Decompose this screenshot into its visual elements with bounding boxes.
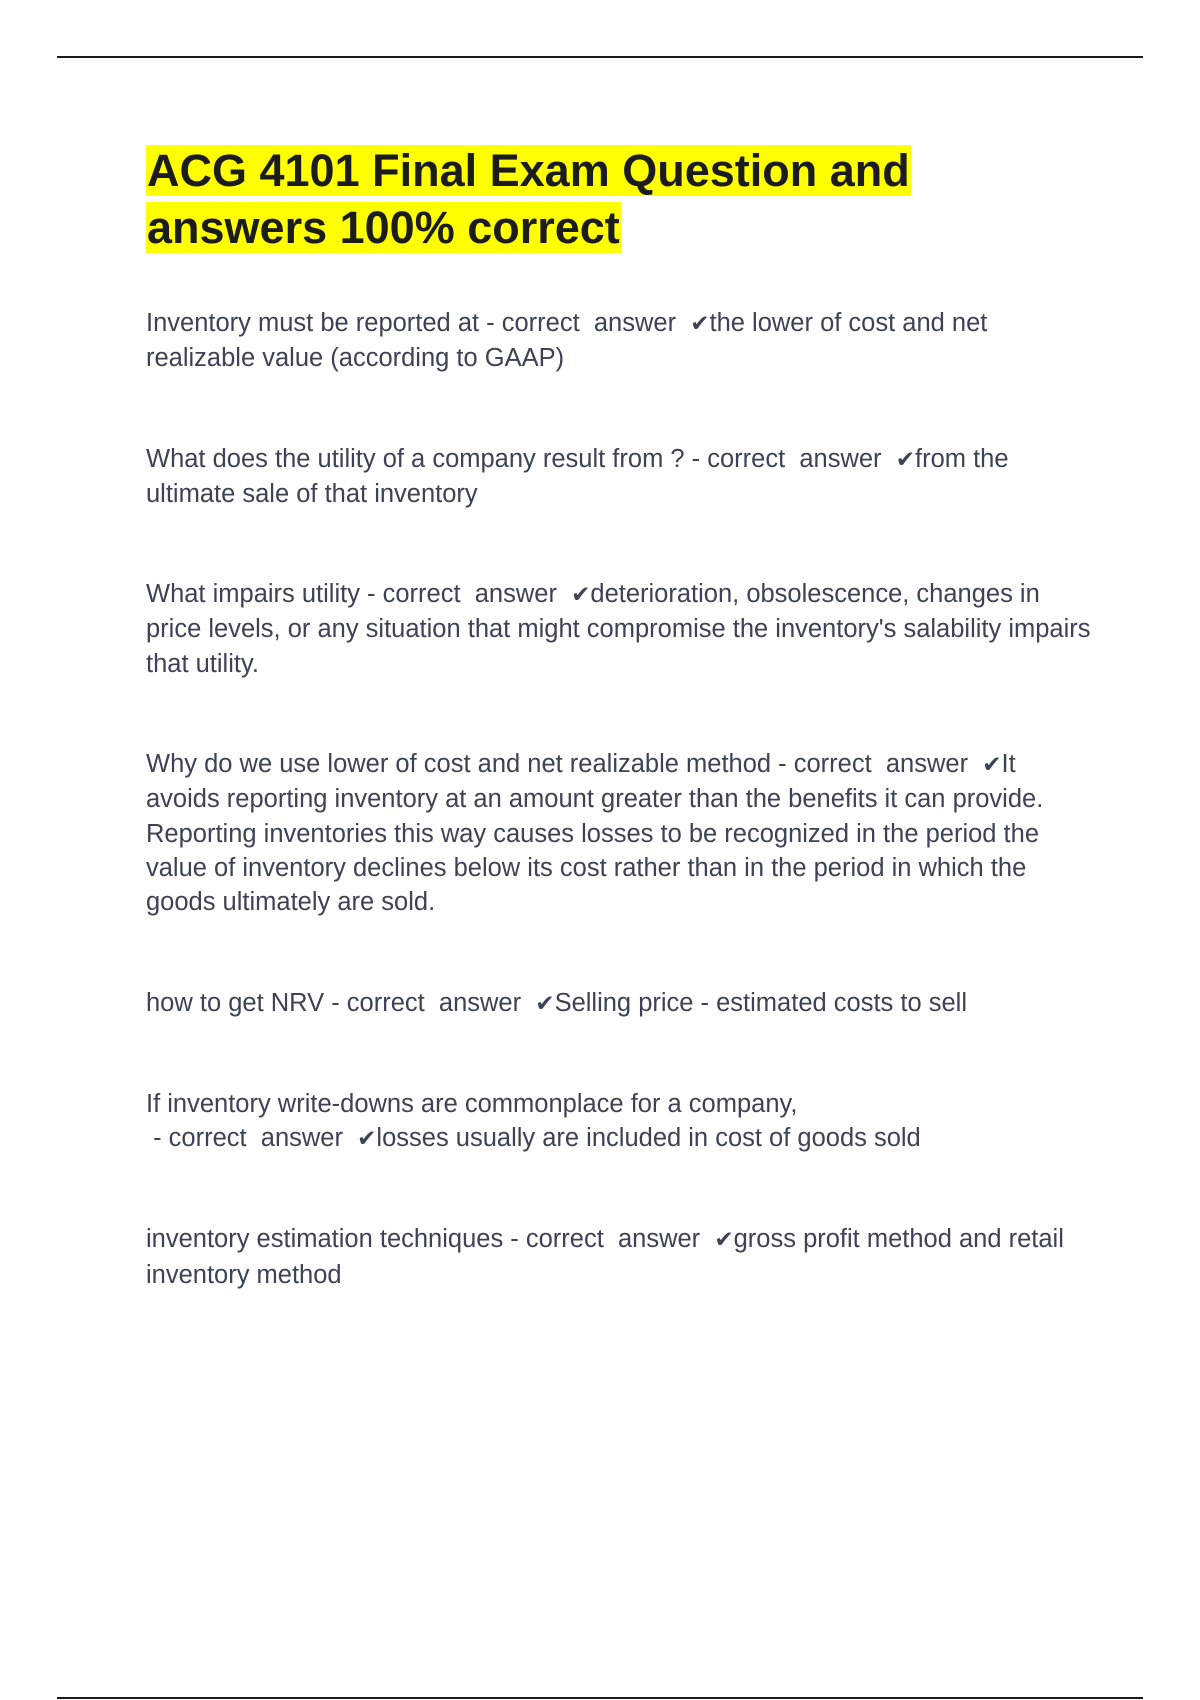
document-title-text: ACG 4101 Final Exam Question and answers 100% correct <box>147 145 910 253</box>
answer-separator: - correct answer <box>146 1124 358 1153</box>
check-icon: ✔ <box>690 311 710 337</box>
qa-item <box>146 306 1096 376</box>
answer-text: gross profit method and retail inventory method <box>146 1225 1064 1289</box>
question-text: What does the utility of a company result from ? <box>146 444 685 473</box>
qa-item <box>146 986 1096 1021</box>
qa-item <box>146 577 1096 681</box>
answer-text: Selling price - estimated costs to sell <box>554 988 967 1017</box>
check-icon: ✔ <box>571 582 591 609</box>
answer-text: from the ultimate sale of that inventory <box>146 444 1009 508</box>
check-icon: ✔ <box>535 990 555 1017</box>
answer-text: It avoids reporting inventory at an amount greater than the benefits it can provide. Reporting inventories this way causes losses to be recognized in the period the value of inventory declines below its cost rather than in the period in which the goods ultimately are sold. <box>146 750 1044 917</box>
question-text: inventory estimation techniques <box>146 1225 504 1254</box>
qa-item <box>146 1222 1096 1292</box>
check-icon: ✔ <box>895 446 915 473</box>
question-text: Inventory must be reported at <box>146 309 480 337</box>
answer-separator: - correct answer <box>771 750 983 779</box>
check-icon: ✔ <box>714 1227 734 1254</box>
question-text: Why do we use lower of cost and net realizable method <box>146 750 772 779</box>
qa-item <box>146 442 1096 512</box>
header-rule <box>57 56 1143 58</box>
answer-text: the lower of cost and net realizable value (according to GAAP) <box>146 309 988 373</box>
check-icon: ✔ <box>357 1126 377 1153</box>
footer-rule <box>57 1697 1143 1699</box>
document-title <box>146 142 1096 256</box>
answer-separator: - correct answer <box>324 988 536 1017</box>
answer-separator: - correct answer <box>359 580 572 609</box>
qa-item <box>146 747 1096 919</box>
question-text: What impairs utility <box>146 580 360 609</box>
answer-separator: - correct answer <box>503 1225 715 1254</box>
answer-separator: - correct answer <box>479 309 691 337</box>
answer-text: deterioration, obsolescence, changes in price levels, or any situation that might compromise the inventory's salability impairs that utility. <box>146 580 1091 678</box>
answer-separator: - correct answer <box>684 444 896 473</box>
question-text: If inventory write-downs are commonplace for a company, <box>146 1089 798 1118</box>
document-body <box>146 142 1096 1358</box>
answer-text: losses usually are included in cost of goods sold <box>376 1124 921 1153</box>
check-icon: ✔ <box>982 752 1002 779</box>
question-text: how to get NRV <box>146 988 325 1017</box>
qa-item <box>146 1087 1096 1157</box>
